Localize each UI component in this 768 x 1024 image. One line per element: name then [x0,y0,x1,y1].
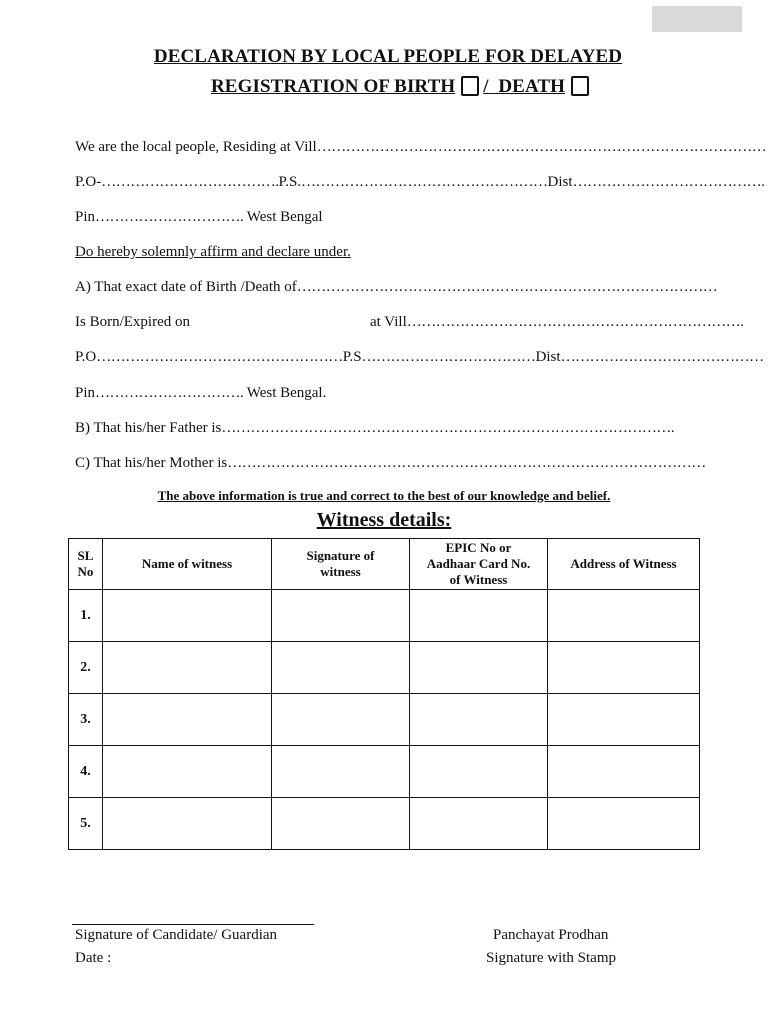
witness-name-cell[interactable] [103,798,272,850]
form-title-line1: DECLARATION BY LOCAL PEOPLE FOR DELAYED [153,46,623,67]
mother-name-field[interactable]: ……………………………………………………………………………………… [227,455,706,471]
residing-village-line: We are the local people, Residing at Vill………………………………………………………………………………… [75,139,767,155]
witness-signature-cell[interactable] [272,798,410,850]
corner-gray-box [652,6,742,32]
witness-signature-cell[interactable] [272,694,410,746]
witness-epic-cell[interactable] [410,798,548,850]
witness-name-cell[interactable] [103,642,272,694]
born-expired-line: Is Born/Expired on [75,314,190,330]
witness-name-cell[interactable] [103,590,272,642]
row-number: 2. [69,642,103,694]
event-pin-line: Pin…………………………. West Bengal. [75,385,327,401]
row-number: 5. [69,798,103,850]
col-header-address: Address of Witness [548,539,700,590]
pin-line: Pin…………………………. West Bengal [75,209,323,225]
col-header-signature: Signature of witness [272,539,410,590]
affirm-statement: Do hereby solemnly affirm and declare under. [75,244,351,260]
witness-epic-cell[interactable] [410,590,548,642]
witness-address-cell[interactable] [548,746,700,798]
table-row [69,694,700,746]
witness-epic-cell[interactable] [410,694,548,746]
ps-field[interactable]: …………………………………………… [301,174,548,190]
table-row [69,642,700,694]
declaration-statement: The above information is true and correct to the best of our knowledge and belief. [157,488,611,503]
dist-field[interactable]: …………………………………. [572,174,765,190]
event-village-line: at Vill……………………………………………………………. [370,314,744,330]
event-po-field[interactable]: …………………………………………… [96,349,343,365]
witness-address-cell[interactable] [548,642,700,694]
witness-table [68,538,700,850]
village-field[interactable]: ………………………………………………………………………………… [316,139,767,155]
col-header-sl: SL No [69,539,103,590]
table-row [69,746,700,798]
witness-name-cell[interactable] [103,746,272,798]
witness-signature-cell[interactable] [272,590,410,642]
witness-name-cell[interactable] [103,694,272,746]
witness-signature-cell[interactable] [272,746,410,798]
candidate-signature-line[interactable] [72,924,314,925]
event-dist-field[interactable]: …………………………………… [560,349,764,365]
event-pin-field[interactable]: …………………………. [95,385,244,401]
event-ps-field[interactable]: ……………………………… [361,349,536,365]
witness-epic-cell[interactable] [410,642,548,694]
witness-epic-cell[interactable] [410,746,548,798]
father-line: B) That his/her Father is…………………………………………………………………………………. [75,420,675,436]
witness-table-header [69,539,700,590]
col-header-epic: EPIC No or Aadhaar Card No. of Witness [410,539,548,590]
witness-signature-cell[interactable] [272,642,410,694]
death-checkbox[interactable] [571,76,589,96]
row-number: 4. [69,746,103,798]
person-name-field[interactable]: …………………………………………………………………………… [296,279,718,295]
table-row [69,798,700,850]
panchayat-prodhan-label: Panchayat Prodhan [493,927,609,943]
po-field[interactable]: ………………………………. [101,174,279,190]
witness-details-heading: Witness details: [316,509,452,531]
row-number: 1. [69,590,103,642]
row-number: 3. [69,694,103,746]
birth-death-of-line: A) That exact date of Birth /Death of…………………………………………………………………………… [75,279,718,295]
form-title-line2: REGISTRATION OF BIRTH / DEATH [18,76,768,98]
table-row [69,590,700,642]
witness-address-cell[interactable] [548,694,700,746]
date-label: Date : [75,950,112,966]
witness-address-cell[interactable] [548,798,700,850]
event-po-ps-dist-line: P.O……………………………………………P.S………………………………Dist…………………………………… [75,349,764,365]
birth-checkbox[interactable] [461,76,479,96]
witness-address-cell[interactable] [548,590,700,642]
mother-line: C) That his/her Mother is……………………………………………………………………………………… [75,455,706,471]
event-village-field[interactable]: ……………………………………………………………. [406,314,744,330]
address-po-ps-dist-line: P.O-……………………………….P.S.……………………………………………Dist…………………………………. [75,174,765,190]
candidate-signature-label: Signature of Candidate/ Guardian [75,927,278,943]
father-name-field[interactable]: …………………………………………………………………………………. [221,420,675,436]
pin-field[interactable]: …………………………. [95,209,244,225]
col-header-name: Name of witness [103,539,272,590]
signature-with-stamp-label: Signature with Stamp [486,950,616,966]
